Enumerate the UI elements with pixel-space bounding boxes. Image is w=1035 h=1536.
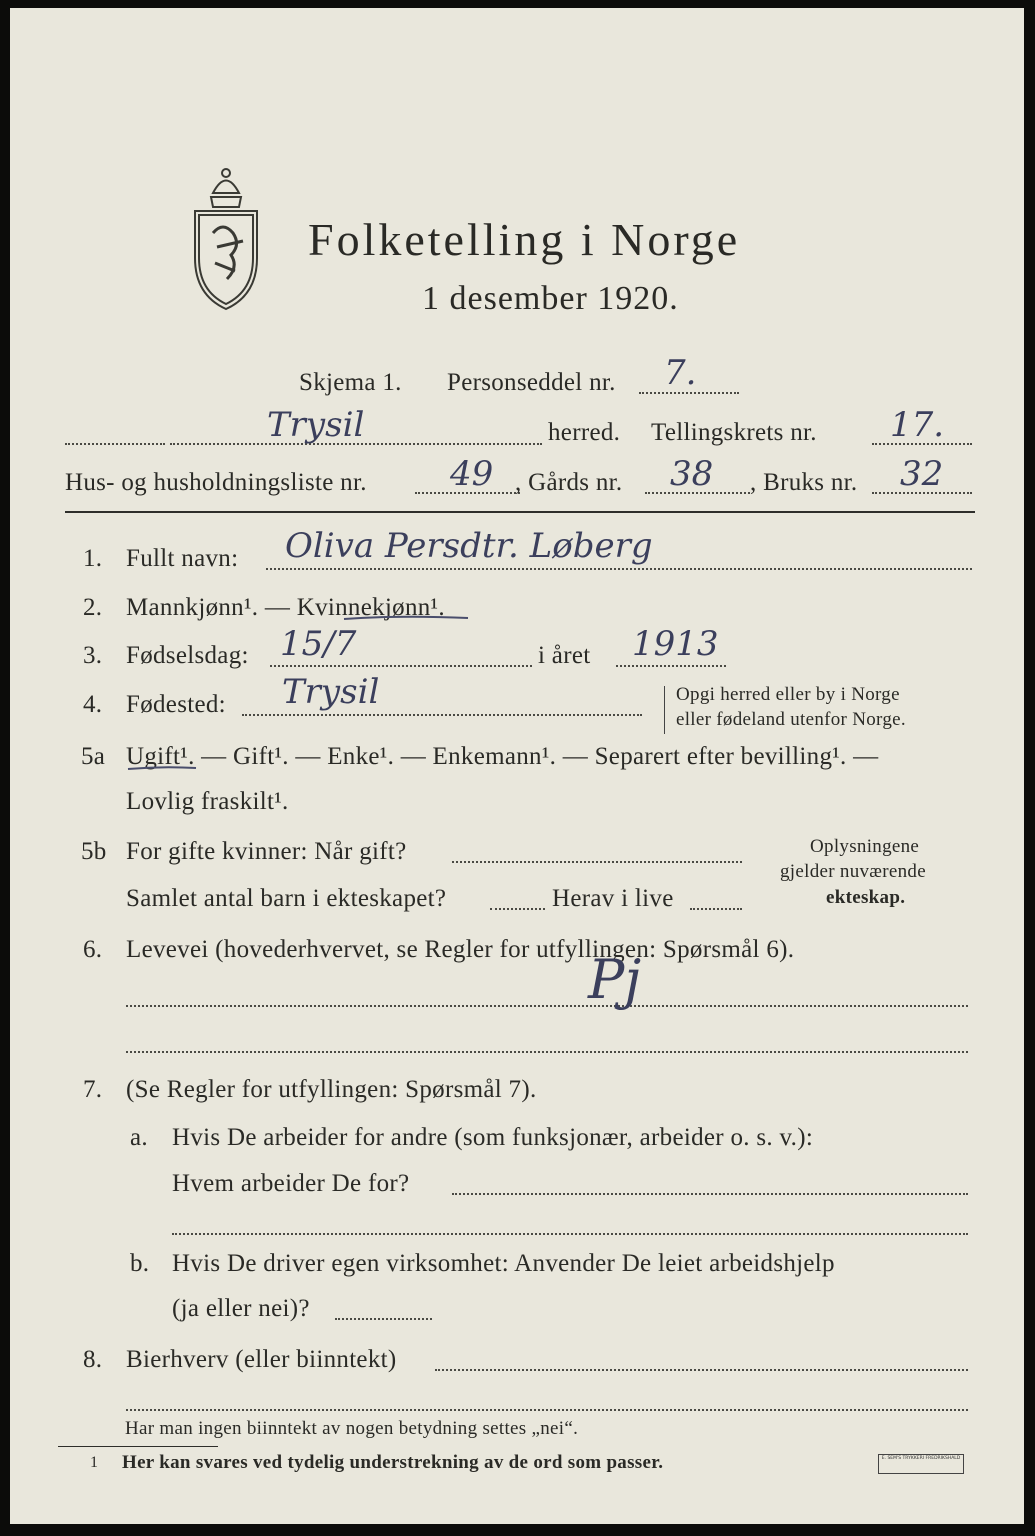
q3-line bbox=[270, 665, 532, 667]
q5b-children-line bbox=[490, 908, 545, 910]
q7b-label: Hvis De driver egen virksomhet: Anvender De leiet arbeidshjelp bbox=[172, 1250, 835, 1277]
q5b-note-line3: ekteskap. bbox=[826, 887, 906, 908]
q4-note-line2: eller fødeland utenfor Norge. bbox=[676, 709, 906, 730]
q6-label: Levevei (hovederhvervet, se Regler for utfyllingen: Spørsmål 6). bbox=[126, 936, 795, 963]
q7a-line-1 bbox=[452, 1193, 968, 1195]
q3-number: 3. bbox=[83, 642, 103, 669]
q7b-letter: b. bbox=[130, 1250, 150, 1277]
personseddel-value: 7. bbox=[664, 353, 697, 393]
q5b-note-line1: Oplysningene bbox=[810, 836, 920, 857]
footnote-mark: 1 bbox=[90, 1454, 99, 1471]
tellingskrets-label: Tellingskrets nr. bbox=[651, 419, 817, 446]
census-form bbox=[10, 8, 1024, 1524]
header-rule bbox=[65, 511, 975, 513]
q6-value: Pj bbox=[588, 948, 642, 1011]
herred-value: Trysil bbox=[267, 405, 365, 445]
q5a-label-2: Lovlig fraskilt¹. bbox=[126, 788, 289, 815]
q5b-label-3: Herav i live bbox=[552, 885, 674, 912]
personseddel-label: Personseddel nr. bbox=[447, 369, 616, 396]
q1-line bbox=[266, 568, 972, 570]
q5a-underline-mark bbox=[126, 763, 198, 773]
gards-label: , Gårds nr. bbox=[515, 469, 623, 496]
q8-line-2 bbox=[126, 1409, 968, 1411]
q3-year-value: 1913 bbox=[632, 624, 719, 664]
q5b-label: For gifte kvinner: Når gift? bbox=[126, 838, 407, 865]
q1-number: 1. bbox=[83, 545, 103, 572]
bruks-value: 32 bbox=[900, 454, 944, 494]
q5b-label-2: Samlet antal barn i ekteskapet? bbox=[126, 885, 447, 912]
q3-year-line bbox=[616, 665, 726, 667]
herred-label: herred. bbox=[548, 419, 621, 446]
q7b-label-2: (ja eller nei)? bbox=[172, 1295, 310, 1322]
coat-of-arms-icon bbox=[183, 163, 269, 313]
q4-line bbox=[242, 714, 642, 716]
q8-number: 8. bbox=[83, 1346, 103, 1373]
q4-number: 4. bbox=[83, 691, 103, 718]
form-title: Folketelling i Norge bbox=[308, 214, 741, 265]
husliste-value: 49 bbox=[450, 454, 494, 494]
tellingskrets-value: 17. bbox=[890, 405, 945, 445]
q2-underline-mark bbox=[342, 613, 472, 623]
q4-label: Fødested: bbox=[126, 691, 226, 718]
q5b-alive-line bbox=[690, 908, 742, 910]
q2-label: Mannkjønn¹. — Kvinnekjønn¹. bbox=[126, 594, 445, 621]
footnote-text: Her kan svares ved tydelig understrekning av de ord som passer. bbox=[122, 1452, 664, 1473]
q1-label: Fullt navn: bbox=[126, 545, 239, 572]
skjema-label: Skjema 1. bbox=[299, 369, 402, 396]
husliste-label: Hus- og husholdningsliste nr. bbox=[65, 469, 367, 496]
bruks-label: , Bruks nr. bbox=[750, 469, 858, 496]
footnote-rule bbox=[58, 1446, 218, 1447]
q4-note-brace bbox=[664, 686, 671, 734]
q3-value: 15/7 bbox=[280, 624, 357, 664]
form-date: 1 desember 1920. bbox=[422, 280, 679, 317]
q1-value: Oliva Persdtr. Løberg bbox=[285, 526, 653, 566]
footer-note: Har man ingen biinntekt av nogen betydning settes „nei“. bbox=[125, 1418, 579, 1439]
q7a-line-2 bbox=[172, 1233, 968, 1235]
q8-label: Bierhverv (eller biinntekt) bbox=[126, 1346, 397, 1373]
q3-year-label: i året bbox=[538, 642, 591, 669]
q7a-letter: a. bbox=[130, 1124, 148, 1151]
q7a-label: Hvis De arbeider for andre (som funksjonær, arbeider o. s. v.): bbox=[172, 1124, 814, 1151]
gards-value: 38 bbox=[670, 454, 714, 494]
q4-note-line1: Opgi herred eller by i Norge bbox=[676, 684, 900, 705]
q2-number: 2. bbox=[83, 594, 103, 621]
q6-line-1 bbox=[126, 1005, 968, 1007]
q7-number: 7. bbox=[83, 1076, 103, 1103]
q8-line-1 bbox=[435, 1369, 968, 1371]
q5a-number: 5a bbox=[81, 743, 106, 770]
q7b-line bbox=[335, 1318, 432, 1320]
q4-value: Trysil bbox=[282, 672, 380, 712]
herred-line-left bbox=[65, 443, 165, 445]
q7-label: (Se Regler for utfyllingen: Spørsmål 7). bbox=[126, 1076, 537, 1103]
q5a-label: Ugift¹. — Gift¹. — Enke¹. — Enkemann¹. — Separert efter bevilling¹. — bbox=[126, 743, 879, 770]
q7a-label-2: Hvem arbeider De for? bbox=[172, 1170, 410, 1197]
printer-stamp: E. SEM'S TRYKKERI FREDRIKSHALD bbox=[878, 1454, 964, 1474]
q5b-when-line bbox=[452, 861, 742, 863]
q6-number: 6. bbox=[83, 936, 103, 963]
q5b-number: 5b bbox=[81, 838, 107, 865]
q6-line-2 bbox=[126, 1051, 968, 1053]
q3-label: Fødselsdag: bbox=[126, 642, 249, 669]
q5b-note-line2: gjelder nuværende bbox=[780, 861, 926, 882]
